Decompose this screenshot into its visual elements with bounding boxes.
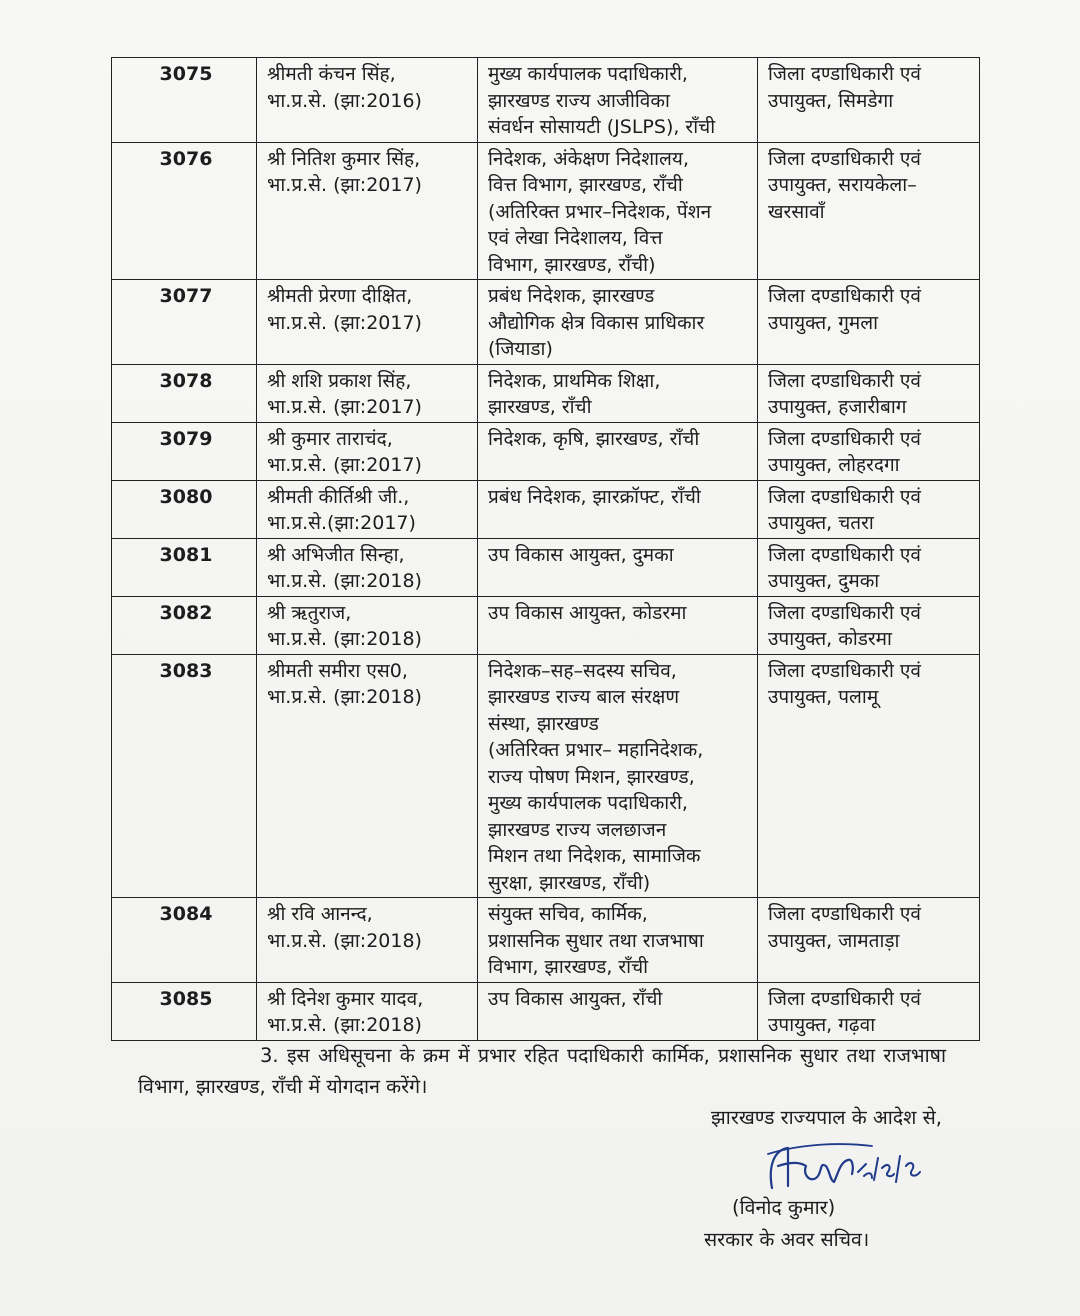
signatory-designation: सरकार के अवर सचिव। — [704, 1228, 870, 1251]
current-post-cell: मुख्य कार्यपालक पदाधिकारी, झारखण्ड राज्य आजीविका संवर्धन सोसायटी (JSLPS), राँची — [478, 58, 758, 143]
serial-number-cell: 3081 — [112, 538, 257, 596]
new-posting-cell: जिला दण्डाधिकारी एवं उपायुक्त, गढ़वा — [758, 982, 980, 1040]
serial-number-cell: 3084 — [112, 898, 257, 983]
current-post-cell: उप विकास आयुक्त, दुमका — [478, 538, 758, 596]
posting-table — [111, 57, 980, 1041]
current-post-cell: निदेशक–सह–सदस्य सचिव, झारखण्ड राज्य बाल संरक्षण संस्था, झारखण्ड (अतिरिक्त प्रभार– महानिदेशक, राज्य पोषण मिशन, झारखण्ड, मुख्य कार्यपालक पदाधिकारी, झारखण्ड राज्य जलछाजन मिशन तथा निदेशक, सामाजिक सुरक्षा, झारखण्ड, राँची) — [478, 654, 758, 898]
serial-number-cell: 3083 — [112, 654, 257, 898]
table-row — [112, 58, 980, 143]
officer-name-cell: श्री ऋतुराज, भा.प्र.से. (झा:2018) — [257, 596, 478, 654]
signatory-name: (विनोद कुमार) — [732, 1196, 836, 1219]
serial-number-cell: 3076 — [112, 142, 257, 280]
current-post-cell: निदेशक, अंकेक्षण निदेशालय, वित्त विभाग, झारखण्ड, राँची (अतिरिक्त प्रभार–निदेशक, पेंशन एवं लेखा निदेशालय, वित्त विभाग, झारखण्ड, राँची) — [478, 142, 758, 280]
current-post-cell: उप विकास आयुक्त, राँची — [478, 982, 758, 1040]
serial-number-cell: 3085 — [112, 982, 257, 1040]
table-row — [112, 142, 980, 280]
officer-name-cell: श्रीमती कीर्तिश्री जी., भा.प्र.से.(झा:2017) — [257, 480, 478, 538]
new-posting-cell: जिला दण्डाधिकारी एवं उपायुक्त, पलामू — [758, 654, 980, 898]
officer-name-cell: श्रीमती समीरा एस0, भा.प्र.से. (झा:2018) — [257, 654, 478, 898]
new-posting-cell: जिला दण्डाधिकारी एवं उपायुक्त, गुमला — [758, 280, 980, 365]
serial-number-cell: 3079 — [112, 422, 257, 480]
table-row — [112, 280, 980, 365]
current-post-cell: निदेशक, कृषि, झारखण्ड, राँची — [478, 422, 758, 480]
officer-name-cell: श्री अभिजीत सिन्हा, भा.प्र.से. (झा:2018) — [257, 538, 478, 596]
clause-3-paragraph: 3. इस अधिसूचना के क्रम में प्रभार रहित पदाधिकारी कार्मिक, प्रशासनिक सुधार तथा राजभाषा विभाग, झारखण्ड, राँची में योगदान करेंगे। — [138, 1044, 946, 1098]
serial-number-cell: 3078 — [112, 364, 257, 422]
current-post-cell: उप विकास आयुक्त, कोडरमा — [478, 596, 758, 654]
officer-name-cell: श्री दिनेश कुमार यादव, भा.प्र.से. (झा:2018) — [257, 982, 478, 1040]
table-row — [112, 898, 980, 983]
officer-name-cell: श्रीमती कंचन सिंह, भा.प्र.से. (झा:2016) — [257, 58, 478, 143]
serial-number-cell: 3077 — [112, 280, 257, 365]
posting-table-body — [112, 58, 980, 1041]
table-row — [112, 538, 980, 596]
table-row — [112, 654, 980, 898]
officer-name-cell: श्री शशि प्रकाश सिंह, भा.प्र.से. (झा:2017) — [257, 364, 478, 422]
serial-number-cell: 3080 — [112, 480, 257, 538]
new-posting-cell: जिला दण्डाधिकारी एवं उपायुक्त, सिमडेगा — [758, 58, 980, 143]
table-row — [112, 422, 980, 480]
table-row — [112, 596, 980, 654]
current-post-cell: निदेशक, प्राथमिक शिक्षा, झारखण्ड, राँची — [478, 364, 758, 422]
serial-number-cell: 3082 — [112, 596, 257, 654]
new-posting-cell: जिला दण्डाधिकारी एवं उपायुक्त, सरायकेला– खरसावाँ — [758, 142, 980, 280]
officer-name-cell: श्री रवि आनन्द, भा.प्र.से. (झा:2018) — [257, 898, 478, 983]
officer-name-cell: श्री कुमार ताराचंद, भा.प्र.से. (झा:2017) — [257, 422, 478, 480]
serial-number-cell: 3075 — [112, 58, 257, 143]
table-row — [112, 480, 980, 538]
governor-order-line: झारखण्ड राज्यपाल के आदेश से, — [711, 1106, 942, 1129]
current-post-cell: संयुक्त सचिव, कार्मिक, प्रशासनिक सुधार तथा राजभाषा विभाग, झारखण्ड, राँची — [478, 898, 758, 983]
table-row — [112, 982, 980, 1040]
new-posting-cell: जिला दण्डाधिकारी एवं उपायुक्त, चतरा — [758, 480, 980, 538]
new-posting-cell: जिला दण्डाधिकारी एवं उपायुक्त, जामताड़ा — [758, 898, 980, 983]
new-posting-cell: जिला दण्डाधिकारी एवं उपायुक्त, हजारीबाग — [758, 364, 980, 422]
officer-name-cell: श्रीमती प्रेरणा दीक्षित, भा.प्र.से. (झा:2017) — [257, 280, 478, 365]
current-post-cell: प्रबंध निदेशक, झारक्रॉफ्ट, राँची — [478, 480, 758, 538]
current-post-cell: प्रबंध निदेशक, झारखण्ड औद्योगिक क्षेत्र विकास प्राधिकार (जियाडा) — [478, 280, 758, 365]
new-posting-cell: जिला दण्डाधिकारी एवं उपायुक्त, दुमका — [758, 538, 980, 596]
table-row — [112, 364, 980, 422]
officer-name-cell: श्री नितिश कुमार सिंह, भा.प्र.से. (झा:2017) — [257, 142, 478, 280]
new-posting-cell: जिला दण्डाधिकारी एवं उपायुक्त, कोडरमा — [758, 596, 980, 654]
new-posting-cell: जिला दण्डाधिकारी एवं उपायुक्त, लोहरदगा — [758, 422, 980, 480]
